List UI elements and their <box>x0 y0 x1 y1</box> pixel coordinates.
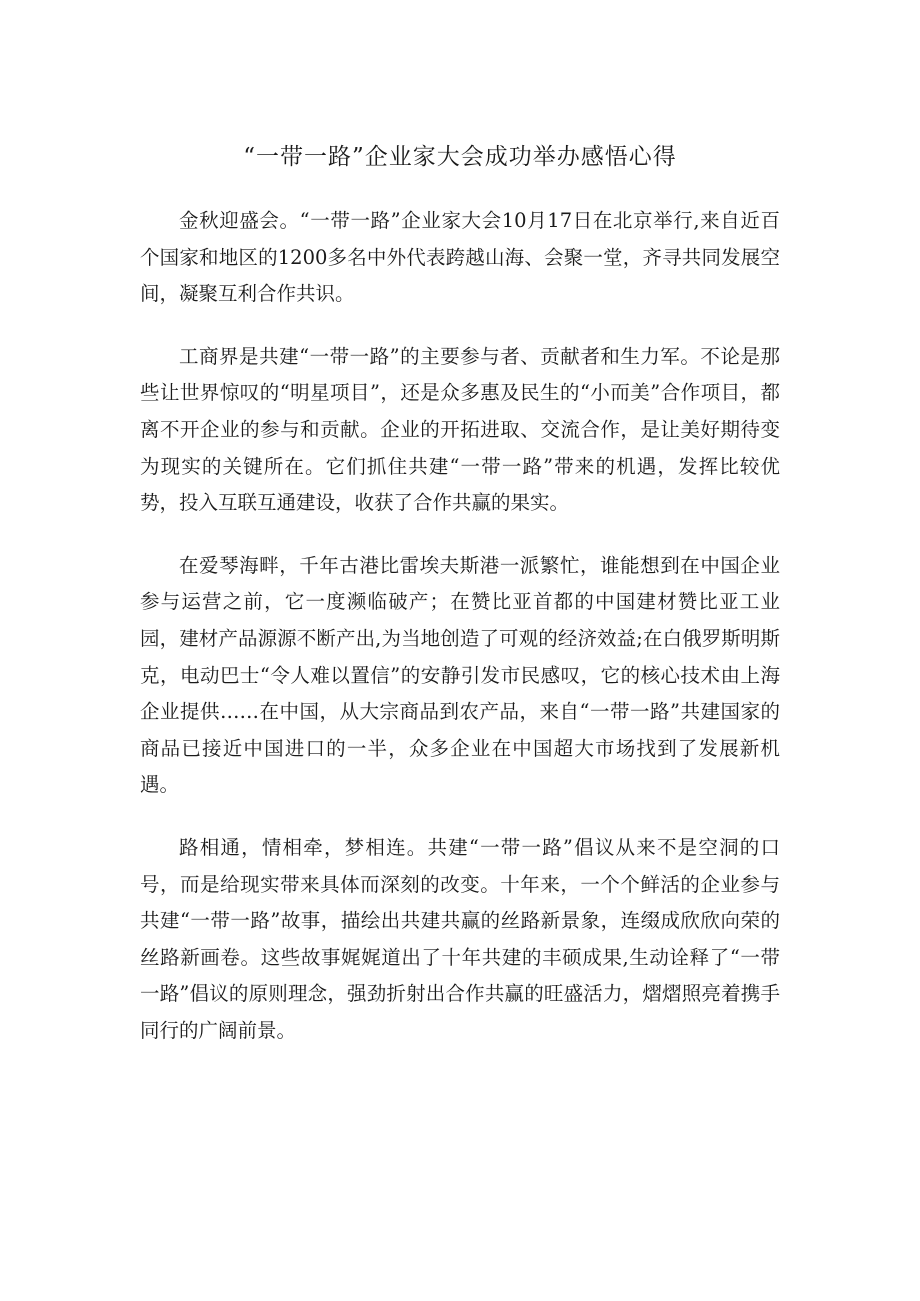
document-title: “一带一路”企业家大会成功举办感悟心得 <box>243 144 677 170</box>
paragraph-2: 工商界是共建“一带一路”的主要参与者、贡献者和生力军。不论是那些让世界惊叹的“明星项目”，还是众多惠及民生的“小而美”合作项目，都离不开企业的参与和贡献。企业的开拓进取、交流合作，是让美好期待变为现实的关键所在。它们抓住共建“一带一路”带来的机遇，发挥比较优势，投入互联互通建设，收获了合作共赢的果实。 <box>140 344 780 515</box>
paragraph-1: 金秋迎盛会。“一带一路”企业家大会10月17日在北京举行,来自近百个国家和地区的1200多名中外代表跨越山海、会聚一堂，齐寻共同发展空间，凝聚互利合作共识。 <box>140 209 780 306</box>
paragraph-4: 路相通，情相牵，梦相连。共建“一带一路”倡议从来不是空洞的口号，而是给现实带来具体而深刻的改变。十年来，一个个鲜活的企业参与共建“一带一路”故事，描绘出共建共赢的丝路新景象，连缀成欣欣向荣的丝路新画卷。这些故事娓娓道出了十年共建的丰硕成果,生动诠释了“一带一路”倡议的原则理念，强劲折射出合作共赢的旺盛活力，熠熠照亮着携手同行的广阔前景。 <box>140 835 780 1042</box>
document-body <box>140 203 780 1049</box>
paragraph-3: 在爱琴海畔，千年古港比雷埃夫斯港一派繁忙，谁能想到在中国企业参与运营之前，它一度濒临破产；在赞比亚首都的中国建材赞比亚工业园，建材产品源源不断产出,为当地创造了可观的经济效益;在白俄罗斯明斯克，电动巴士“令人难以置信”的安静引发市民感叹，它的核心技术由上海企业提供……在中国，从大宗商品到农产品，来自“一带一路”共建国家的商品已接近中国进口的一半，众多企业在中国超大市场找到了发展新机遇。 <box>140 553 780 797</box>
